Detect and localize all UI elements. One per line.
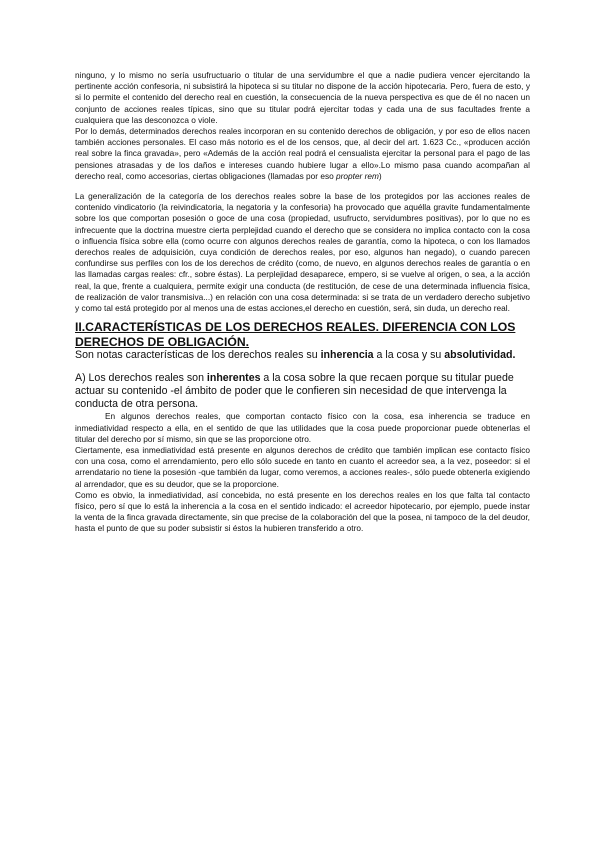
paragraph-acciones-reales: ninguno, y lo mismo no sería usufructuario o titular de una servidumbre el que a nadie pudiera vencer ejercitando la pertinente acción confesoria, ni subsistirá la hipoteca si su titular no dispone de la acción hipotecaria. Pero, fuera de esto, y si lo permite el contenido del derecho real en cuestión, la consecuencia de la nueva perspectiva es que de él no nacen un conjunto de acciones reales típicas, sino que su titular podrá ejercitar todas y cada una de sus facultades frente a cualquiera que las desconozca o viole. xyxy=(75,70,530,125)
document-page xyxy=(75,70,530,535)
paragraph-acreedor-hipotecario: Como es obvio, la inmediatividad, así concebida, no está presente en los derechos reales en los que falta tal contacto físico, pero sí que lo está la inherencia a la cosa en el sentido indicado: el acreedor hipotecario, por ejemplo, puede instar la venta de la finca gravada directamente, sin que precise de la colaboración del que la posea, ni tampoco de la del deudor, hasta el punto de que su poder subsistir si éstos la hubieren transferido a otro. xyxy=(75,489,530,534)
paragraph-text-end: ) xyxy=(378,170,382,181)
paragraph-generalizacion: La generalización de la categoría de los derechos reales sobre la base de los protegidos por las acciones reales de contenido vindicatorio (la reivindicatoria, la negatoria y la confesoria) ha provocado que aquélla gravite fundamentalmente sobre los que comportan posesión o goce de una cosa (propiedad, usufructo, servidumbres positivas), por lo que no es infrecuente que la doctrina muestre cierta perplejidad cuando el derecho que se considera no implica contacto con la cosa o influencia física sobre ella (como ocurre con algunos derechos reales de garantía, como la hipoteca, o con los llamados derechos reales de adquisición, cuya condición de derechos reales, por eso, algunos han negado), o cuando parecen confundirse sus perfiles con los de los derechos de crédito (como, de nuevo, en algunos derechos reales de garantía o en las llamadas cargas reales: cfr., sobre éstas). La perplejidad desaparece, empero, si se vuelve al origen, o sea, a la acción real, la que, frente a cualquiera, permite exigir una conducta (de restitución, de cese de una determinada influencia física, de realización de valor transmisiva...) en relación con una cosa determinada: si se trata de un verdadero derecho subjetivo y como tal está protegido por al menos una de estas acciones,el derecho en cuestión, será, sin duda, un derecho real. xyxy=(75,191,530,314)
inherencia-term: inherencia xyxy=(320,349,374,362)
section-heading: II.CARACTERÍSTICAS DE LOS DERECHOS REALES. DIFERENCIA CON LOS DERECHOS DE OBLIGACIÓN. xyxy=(75,320,516,349)
propter-rem-term: propter rem xyxy=(336,170,379,181)
paragraph-inherentes xyxy=(75,372,530,412)
paragraph-derechos-obligacion xyxy=(75,126,530,182)
text: a la cosa y su xyxy=(373,349,445,362)
text: A) Los derechos reales son xyxy=(75,371,207,384)
inherentes-term: inherentes xyxy=(206,371,261,384)
absolutividad-term: absolutividad. xyxy=(444,349,516,362)
text: a la cosa sobre la que recaen porque su titular puede actuar su contenido -el ámbito de poder que le confieren sin necesidad de que intervenga la conducta de otra persona. xyxy=(75,371,514,411)
paragraph-inmediatividad: En algunos derechos reales, que comportan contacto físico con la cosa, esa inherencia se traduce en inmediatividad respecto a ella, en el sentido de que las utilidades que la cosa puede proporcionar puede obtenerlas el titular del derecho por sí mismo, sin que se las proporcione otro. xyxy=(75,411,530,444)
paragraph-text: Por lo demás, determinados derechos reales incorporan en su contenido derechos de obligación, y por eso de ellos nacen también acciones personales. El caso más notorio es el de los censos, que, al decir del art. 1.623 Cc., «producen acción real sobre la finca gravada», pero «Además de la acción real podrá el censualista ejercitar la personal para el pago de las pensiones atrasadas y de los daños e intereses cuando hubiere lugar a ello».Lo mismo pasa cuando acompañan al derecho real, como accesorias, ciertas obligaciones (llamadas por eso xyxy=(75,126,530,181)
paragraph-arrendamiento: Ciertamente, esa inmediatividad está presente en algunos derechos de crédito que también implican ese contacto físico con una cosa, como el arrendamiento, pero ello sólo sucede en tanto en cuanto el acreedor sea, a la vez, poseedor: si el arrendatario no tiene la posesión -que también da lugar, como veremos, a acciones reales-, sólo puede obtenerla exigiendo al arrendador, que es su deudor, que se la proporcione. xyxy=(75,445,530,489)
paragraph-notas-caracteristicas xyxy=(75,349,530,362)
text: Son notas características de los derechos reales su xyxy=(75,349,321,362)
